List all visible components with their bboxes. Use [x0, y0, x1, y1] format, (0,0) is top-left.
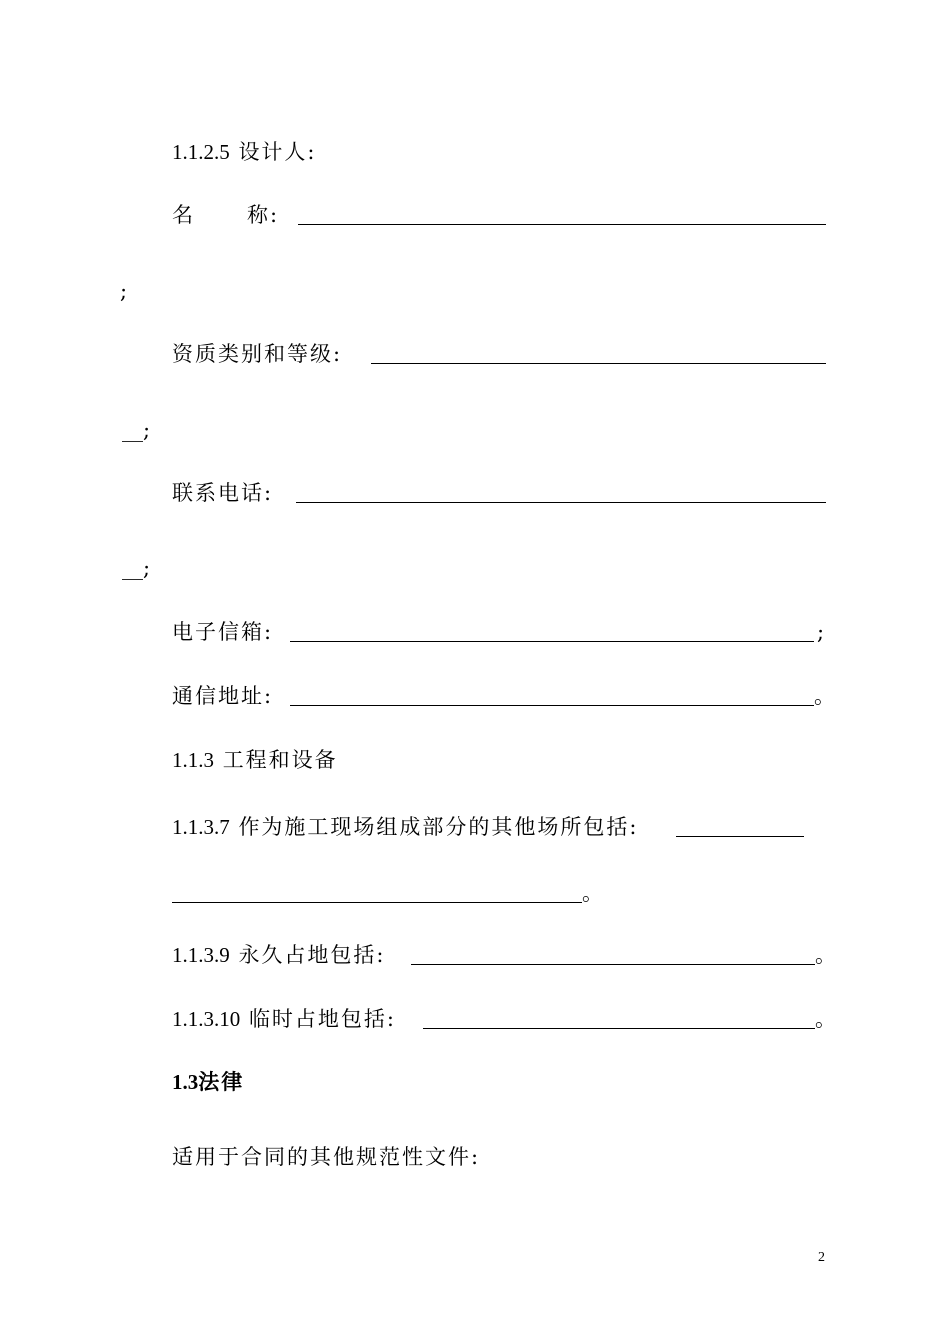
qualification-blank[interactable] — [371, 363, 826, 364]
section-number: 1.1.3.10 — [172, 1007, 241, 1031]
address-label: 通信地址: — [172, 684, 274, 708]
phone-blank[interactable] — [296, 502, 826, 503]
section-title: 工程和设备 — [222, 748, 338, 772]
section-number: 1.1.3 — [172, 748, 214, 772]
designer-name-end: ; — [120, 279, 128, 303]
permanent-land-blank[interactable] — [411, 964, 815, 965]
email-blank[interactable] — [290, 641, 814, 642]
name-label-char-2: 称: — [247, 203, 280, 227]
qualification-label: 资质类别和等级: — [172, 342, 343, 366]
section-1-1-3-10-line — [172, 1004, 396, 1034]
phone-label: 联系电话: — [172, 481, 274, 505]
section-text: 临时占地包括: — [248, 1007, 397, 1031]
section-1-1-2-5-heading — [172, 137, 317, 167]
section-1-1-3-9-line — [172, 940, 386, 970]
address-end: 。 — [814, 684, 835, 708]
email-label: 电子信箱: — [172, 620, 274, 644]
section-number: 1.1.3.9 — [172, 943, 230, 967]
designer-name-label — [172, 200, 195, 230]
permanent-land-end: 。 — [815, 943, 836, 967]
other-sites-blank-1[interactable] — [676, 836, 804, 837]
section-number: 1.3 — [172, 1070, 199, 1094]
other-norms-label: 适用于合同的其他规范性文件: — [172, 1145, 481, 1169]
name-label-char-1: 名 — [172, 203, 195, 227]
section-text: 作为施工现场组成部分的其他场所包括: — [238, 815, 639, 839]
designer-name-label-2 — [247, 200, 279, 230]
section-title: 设计人: — [238, 140, 317, 164]
section-text: 永久占地包括: — [238, 943, 386, 967]
other-sites-blank-2[interactable] — [172, 902, 582, 903]
section-number: 1.1.3.7 — [172, 815, 230, 839]
other-sites-end: 。 — [582, 881, 603, 905]
phone-end: __; — [122, 556, 151, 580]
section-number: 1.1.2.5 — [172, 140, 230, 164]
section-1-3-heading — [172, 1067, 244, 1097]
temporary-land-end: 。 — [815, 1007, 836, 1031]
qualification-end: __; — [122, 418, 151, 442]
temporary-land-blank[interactable] — [423, 1028, 815, 1029]
page-number: 2 — [818, 1250, 825, 1265]
email-end: ; — [817, 620, 825, 644]
section-1-1-3-7-line — [172, 812, 639, 842]
address-blank[interactable] — [290, 705, 814, 706]
designer-name-blank[interactable] — [298, 224, 826, 225]
section-title: 法律 — [198, 1069, 245, 1094]
section-1-1-3-heading — [172, 745, 338, 775]
